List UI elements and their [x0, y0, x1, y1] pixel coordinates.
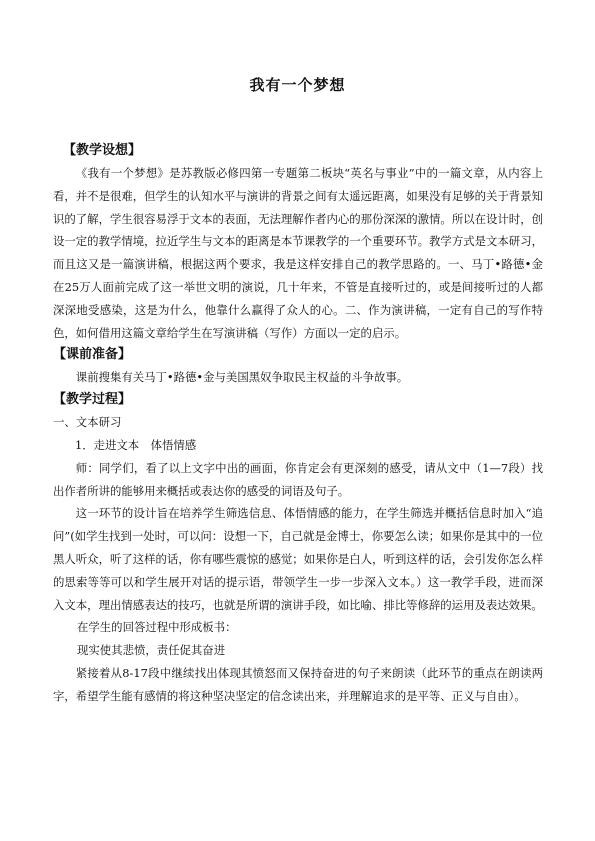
- process-paragraph-2: 这一环节的设计旨在培养学生筛选信息、体悟情感的能力，在学生筛选并概括信息时加入“追问”(如学生找到一处时，可以问：设想一下，自己就是金博士，你要怎么读；如果你是其中的一位黑人听众，听了这样的话，你有哪些震惊的感觉；如果你是白人，听到这样的话，会引发你怎么样的思索等等可以和学生展开对话的提示语，带领学生一步一步深入文本。）这一教学手段，进而深入文本，理出情感表达的技巧，也就是所谓的演讲手段，如比喻、排比等修辞的运用及表达效果。: [53, 506, 543, 612]
- section-heading-design: 【教学设想】: [63, 143, 142, 158]
- process-subheading-1: 一、文本研习: [53, 415, 122, 430]
- process-subheading-2: 1．走进文本 体悟情感: [75, 437, 197, 452]
- section-heading-prep: 【课前准备】: [53, 347, 132, 363]
- prep-paragraph: 课前搜集有关马丁•路德•金与美国黑奴争取民主权益的斗争故事。: [75, 370, 409, 385]
- process-paragraph-1: 师：同学们，看了以上文字中出的画面，你肯定会有更深刻的感受，请从文中（1—7段）找出作者所讲的能够用来概括或表达你的感受的词语及句子。: [53, 460, 543, 498]
- process-paragraph-3: 在学生的回答过程中形成板书：: [77, 620, 237, 635]
- document-body: [53, 140, 543, 708]
- page-title: 我有一个梦想: [249, 76, 346, 94]
- process-paragraph-5: 紧接着从8-17段中继续找出体现其愤怒而又保持奋进的句子来朗读（此环节的重点在朗读两字，希望学生能有感情的将这种坚决坚定的信念读出来，并理解追求的是平等、正义与自由）。: [53, 665, 543, 703]
- blackboard-note: 现实使其悲愤，责任促其奋进: [77, 643, 226, 658]
- design-paragraph: 《我有一个梦想》是苏教版必修四第一专题第二板块“英名与事业”中的一篇文章，从内容上看，并不是很难，但学生的认知水平与演讲的背景之间有太遥远距离，如果没有足够的关于背景知识的了解，学生很容易浮于文本的表面，无法理解作者内心的那份深深的激情。所以在设计时，创设一定的教学情境，拉近学生与文本的距离是本节课教学的一个重要环节。教学方式是文本研习，而且这又是一篇演讲稿，根据这两个要求，我是这样安排自己的教学思路的。一、马丁•路德•金在25万人面前完成了这一举世文明的演说，几十年来，不管是直接听过的，或是间接听过的人都深深地受感染，这是为什么，他靠什么赢得了众人的心。二、作为演讲稿，一定有自己的写作特色，如何借用这篇文章给学生在写演讲稿（写作）方面以一定的启示。: [53, 166, 543, 340]
- section-heading-process: 【教学过程】: [53, 392, 132, 408]
